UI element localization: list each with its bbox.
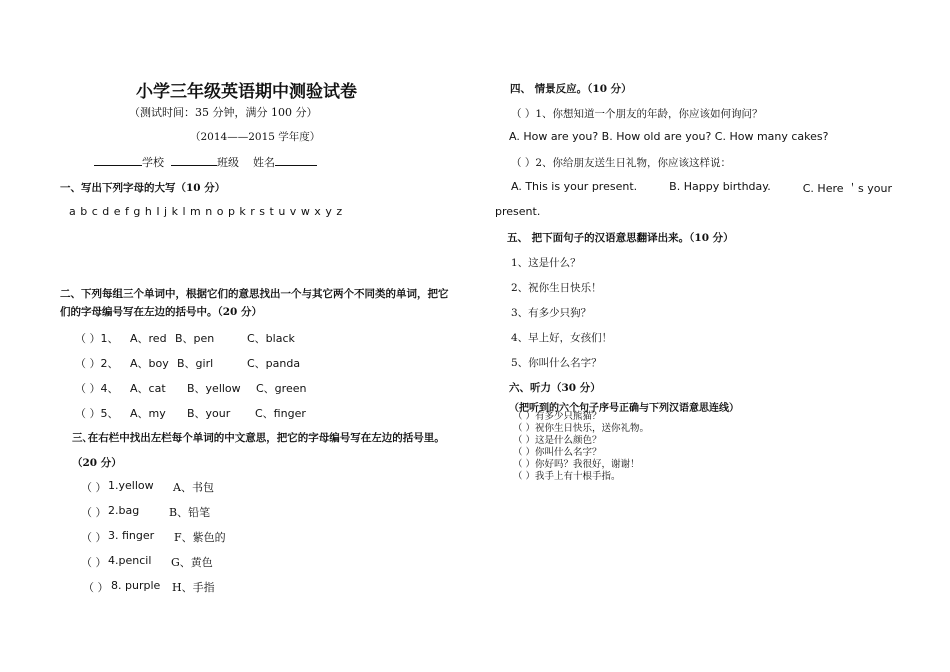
s6-item: （ ）祝你生日快乐，送你礼物。	[513, 423, 650, 434]
section3-heading-line2: （20 分）	[72, 457, 122, 469]
s2-option-a: A、red	[130, 332, 167, 345]
s3-word: 3. finger	[108, 529, 155, 542]
letters-line: a b c d e f g h I j k l m n o p k r s t u v w x y z	[69, 205, 343, 218]
section2-heading-line1: 二、下列每组三个单词中，根据它们的意思找出一个与其它两个不同类的单词，把它	[60, 288, 449, 300]
s3-meaning: F、紫色的	[174, 531, 226, 544]
s3-bracket: （ ）	[81, 531, 107, 544]
school-label: 学校	[142, 156, 164, 169]
class-label: 班级	[217, 156, 239, 169]
section3-heading-line1: 三､在右栏中找出左栏每个单词的中文意思，把它的字母编号写在左边的括号里。	[72, 432, 445, 444]
s2-option-b: B、your	[187, 407, 231, 420]
s2-item-number: （ ）2、	[75, 357, 119, 370]
s4-question2-continued: present.	[495, 205, 541, 218]
s2-item	[75, 355, 301, 371]
section5-heading: 五、 把下面句子的汉语意思翻译出来。（10 分）	[507, 232, 734, 244]
s4-option-b: B. Happy birthday.	[669, 180, 771, 193]
school-year: （2014——2015 学年度）	[190, 131, 321, 143]
s2-item-number: （ ）4、	[75, 382, 119, 395]
s2-option-c: C、panda	[247, 357, 301, 370]
s6-item: （ ）你叫什么名字？	[513, 447, 602, 458]
s2-option-c: C、black	[247, 332, 295, 345]
s3-bracket: （ ）	[81, 506, 107, 519]
student-info-line	[94, 154, 317, 170]
s3-bracket: （ ）	[81, 556, 107, 569]
s2-item	[75, 380, 307, 396]
s2-option-c: C、finger	[255, 407, 306, 420]
s3-meaning: G、黄色	[171, 556, 213, 569]
s3-word: 8. purple	[111, 579, 161, 592]
s5-item: 3、有多少只狗？	[511, 307, 592, 319]
s4-question1-options: A. How are you? B. How old are you? C. How many cakes?	[509, 130, 829, 143]
s5-item: 2、祝你生日快乐！	[511, 282, 602, 294]
s6-item: （ ）我手上有十根手指。	[513, 471, 621, 482]
s2-item-number: （ ）5、	[75, 407, 119, 420]
exam-duration: （测试时间：35 分钟，满分 100 分）	[129, 106, 318, 119]
s4-question1: （ ）1、你想知道一个朋友的年龄，你应该如何询问？	[511, 108, 763, 120]
s2-item	[75, 405, 306, 421]
s4-option-c: C. Here ＇s your	[802, 182, 892, 195]
s4-option-a: A. This is your present.	[511, 180, 638, 193]
name-blank[interactable]	[275, 154, 317, 166]
s3-item	[81, 479, 214, 495]
s5-item: 4、早上好，女孩们！	[511, 332, 613, 344]
s2-option-b: B、girl	[177, 357, 214, 370]
s6-item: （ ）有多少只熊猫？	[513, 411, 602, 422]
class-blank[interactable]	[171, 154, 217, 166]
s3-meaning: H、手指	[172, 581, 215, 594]
s3-item	[81, 504, 211, 520]
s2-option-a: A、my	[130, 407, 166, 420]
s3-bracket: （ ）	[83, 581, 109, 594]
s4-question2-options	[511, 180, 892, 196]
s2-option-a: A、boy	[130, 357, 169, 370]
s5-item: 5、你叫什么名字？	[511, 357, 602, 369]
s3-bracket: （ ）	[81, 481, 107, 494]
s3-item	[81, 529, 226, 545]
s2-option-b: B、pen	[175, 332, 215, 345]
s3-meaning: B、铅笔	[169, 506, 211, 519]
s5-item: 1、这是什么？	[511, 257, 581, 269]
s3-word: 1.yellow	[108, 479, 154, 492]
s6-instruction: （把听到的六个句子序号正确与下列汉语意思连线）	[509, 403, 739, 414]
s6-item: （ ）这是什么颜色？	[513, 435, 602, 446]
name-label: 姓名	[253, 156, 275, 169]
s6-item: （ ）你好吗？我很好，谢谢！	[513, 459, 640, 470]
exam-title: 小学三年级英语期中测验试卷	[136, 82, 357, 102]
s3-meaning: A、书包	[173, 481, 214, 494]
s3-item	[83, 579, 215, 595]
s2-option-a: A、cat	[130, 382, 166, 395]
section4-heading: 四、 情景反应。（10 分）	[510, 83, 632, 95]
s4-question2: （ ）2、你给朋友送生日礼物，你应该这样说：	[511, 157, 732, 169]
section2-heading-line2: 们的字母编号写在左边的括号中。（20 分）	[60, 306, 263, 318]
s2-item-number: （ ）1、	[75, 332, 119, 345]
s3-item	[81, 554, 213, 570]
section6-heading: 六、听力（30 分）	[509, 382, 601, 394]
s2-option-c: C、green	[256, 382, 307, 395]
section1-heading: 一、写出下列字母的大写（10 分）	[60, 182, 226, 194]
s2-option-b: B、yellow	[187, 382, 241, 395]
school-blank[interactable]	[94, 154, 142, 166]
s3-word: 4.pencil	[108, 554, 152, 567]
s2-item	[75, 330, 295, 346]
s6-list	[513, 411, 649, 483]
s3-word: 2.bag	[108, 504, 140, 517]
